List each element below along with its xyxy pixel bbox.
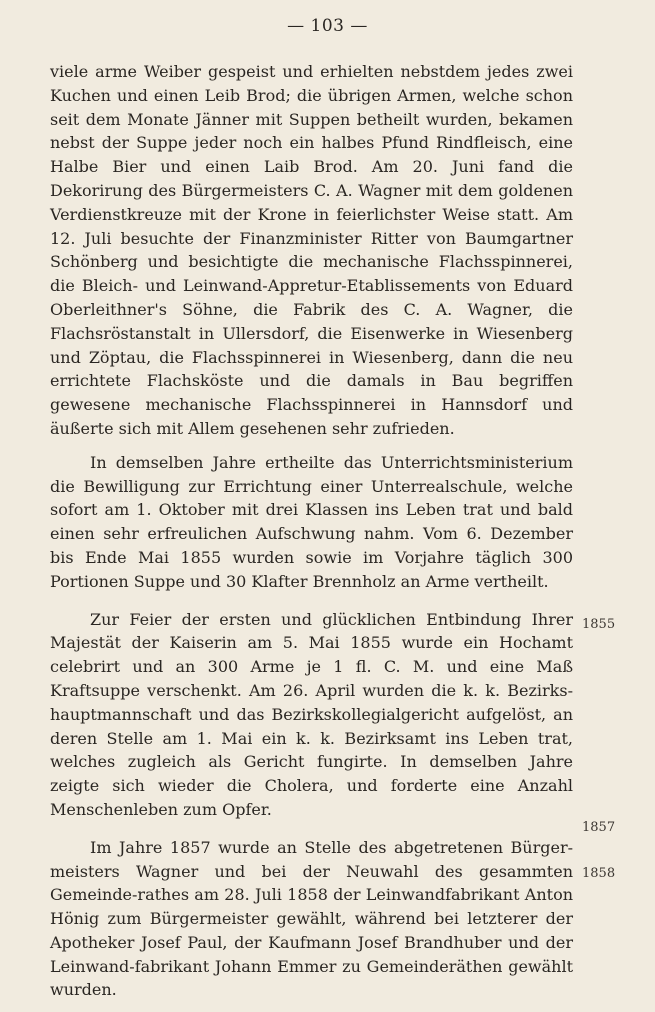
- margin-year-note: 1857: [582, 820, 616, 835]
- paragraph: In demselben Jahre ertheilte das Unterrichtsministerium die Bewilligung zur Errichtung einer Unterrealschule, welche sofort am 1. Oktober mit drei Klassen ins Leben trat und bald einen sehr erfreulichen Aufschwung nahm. Vom 6. Dezember bis Ende Mai 1855 wurden sowie im Vorjahre täglich 300 Portionen Suppe und 30 Klafter Brennholz an Arme vertheilt.: [50, 452, 573, 591]
- margin-year-note: 1858: [582, 866, 616, 881]
- paragraph: Zur Feier der ersten und glücklichen Entbindung Ihrer Majestät der Kaiserin am 5. Mai 1855 wurde ein Hochamt celebrirt und an 300 Arme je 1 fl. C. M. und eine Maß Kraftsuppe verschenkt. Am 26. April wurden die k. k. Bezirks-hauptmannschaft und das Bezirkskollegialgericht aufgelöst, an deren Stelle am 1. Mai ein k. k. Bezirksamt ins Leben trat, welches zugleich als Gericht fungirte. In demselben Jahre zeigte sich wieder die Cholera, und forderte eine Anzahl Menschenleben zum Opfer.: [50, 609, 573, 819]
- page-number: — 103 —: [287, 16, 368, 36]
- paragraph: Im Jahre 1857 wurde an Stelle des abgetretenen Bürger-meisters Wagner und bei der Neuwahl des gesammten Gemeinde-rathes am 28. Juli 1858 der Leinwandfabrikant Anton Hönig zum Bürgermeister gewählt, während bei letzterer der Apotheker Josef Paul, der Kaufmann Josef Brandhuber und der Leinwand-fabrikant Johann Emmer zu Gemeinderäthen gewählt wurden.: [50, 837, 573, 1000]
- paragraph: viele arme Weiber gespeist und erhielten nebstdem jedes zwei Kuchen und einen Leib Brod; die übrigen Armen, welche schon seit dem Monate Jänner mit Suppen betheilt wurden, bekamen nebst der Suppe jeder noch ein halbes Pfund Rindfleisch, eine Halbe Bier und einen Laib Brod. Am 20. Juni fand die Dekorirung des Bürgermeisters C. A. Wagner mit dem goldenen Verdienstkreuze mit der Krone in feierlichster Weise statt. Am 12. Juli besuchte der Finanzminister Ritter von Baumgartner Schönberg und besichtigte die mechanische Flachsspinnerei, die Bleich- und Leinwand-Appretur-Etablissements von Eduard Oberleithner's Söhne, die Fabrik des C. A. Wagner, die Flachsröstanstalt in Ullersdorf, die Eisenwerke in Wiesenberg und Zöptau, die Flachsspinnerei in Wiesenberg, dann die neu errichtete Flachsköste und die damals in Bau begriffen gewesene mechanische Flachsspinnerei in Hannsdorf und äußerte sich mit Allem gesehenen sehr zufrieden.: [50, 62, 573, 438]
- body-text: [50, 60, 573, 1012]
- margin-year-note: 1855: [582, 617, 616, 632]
